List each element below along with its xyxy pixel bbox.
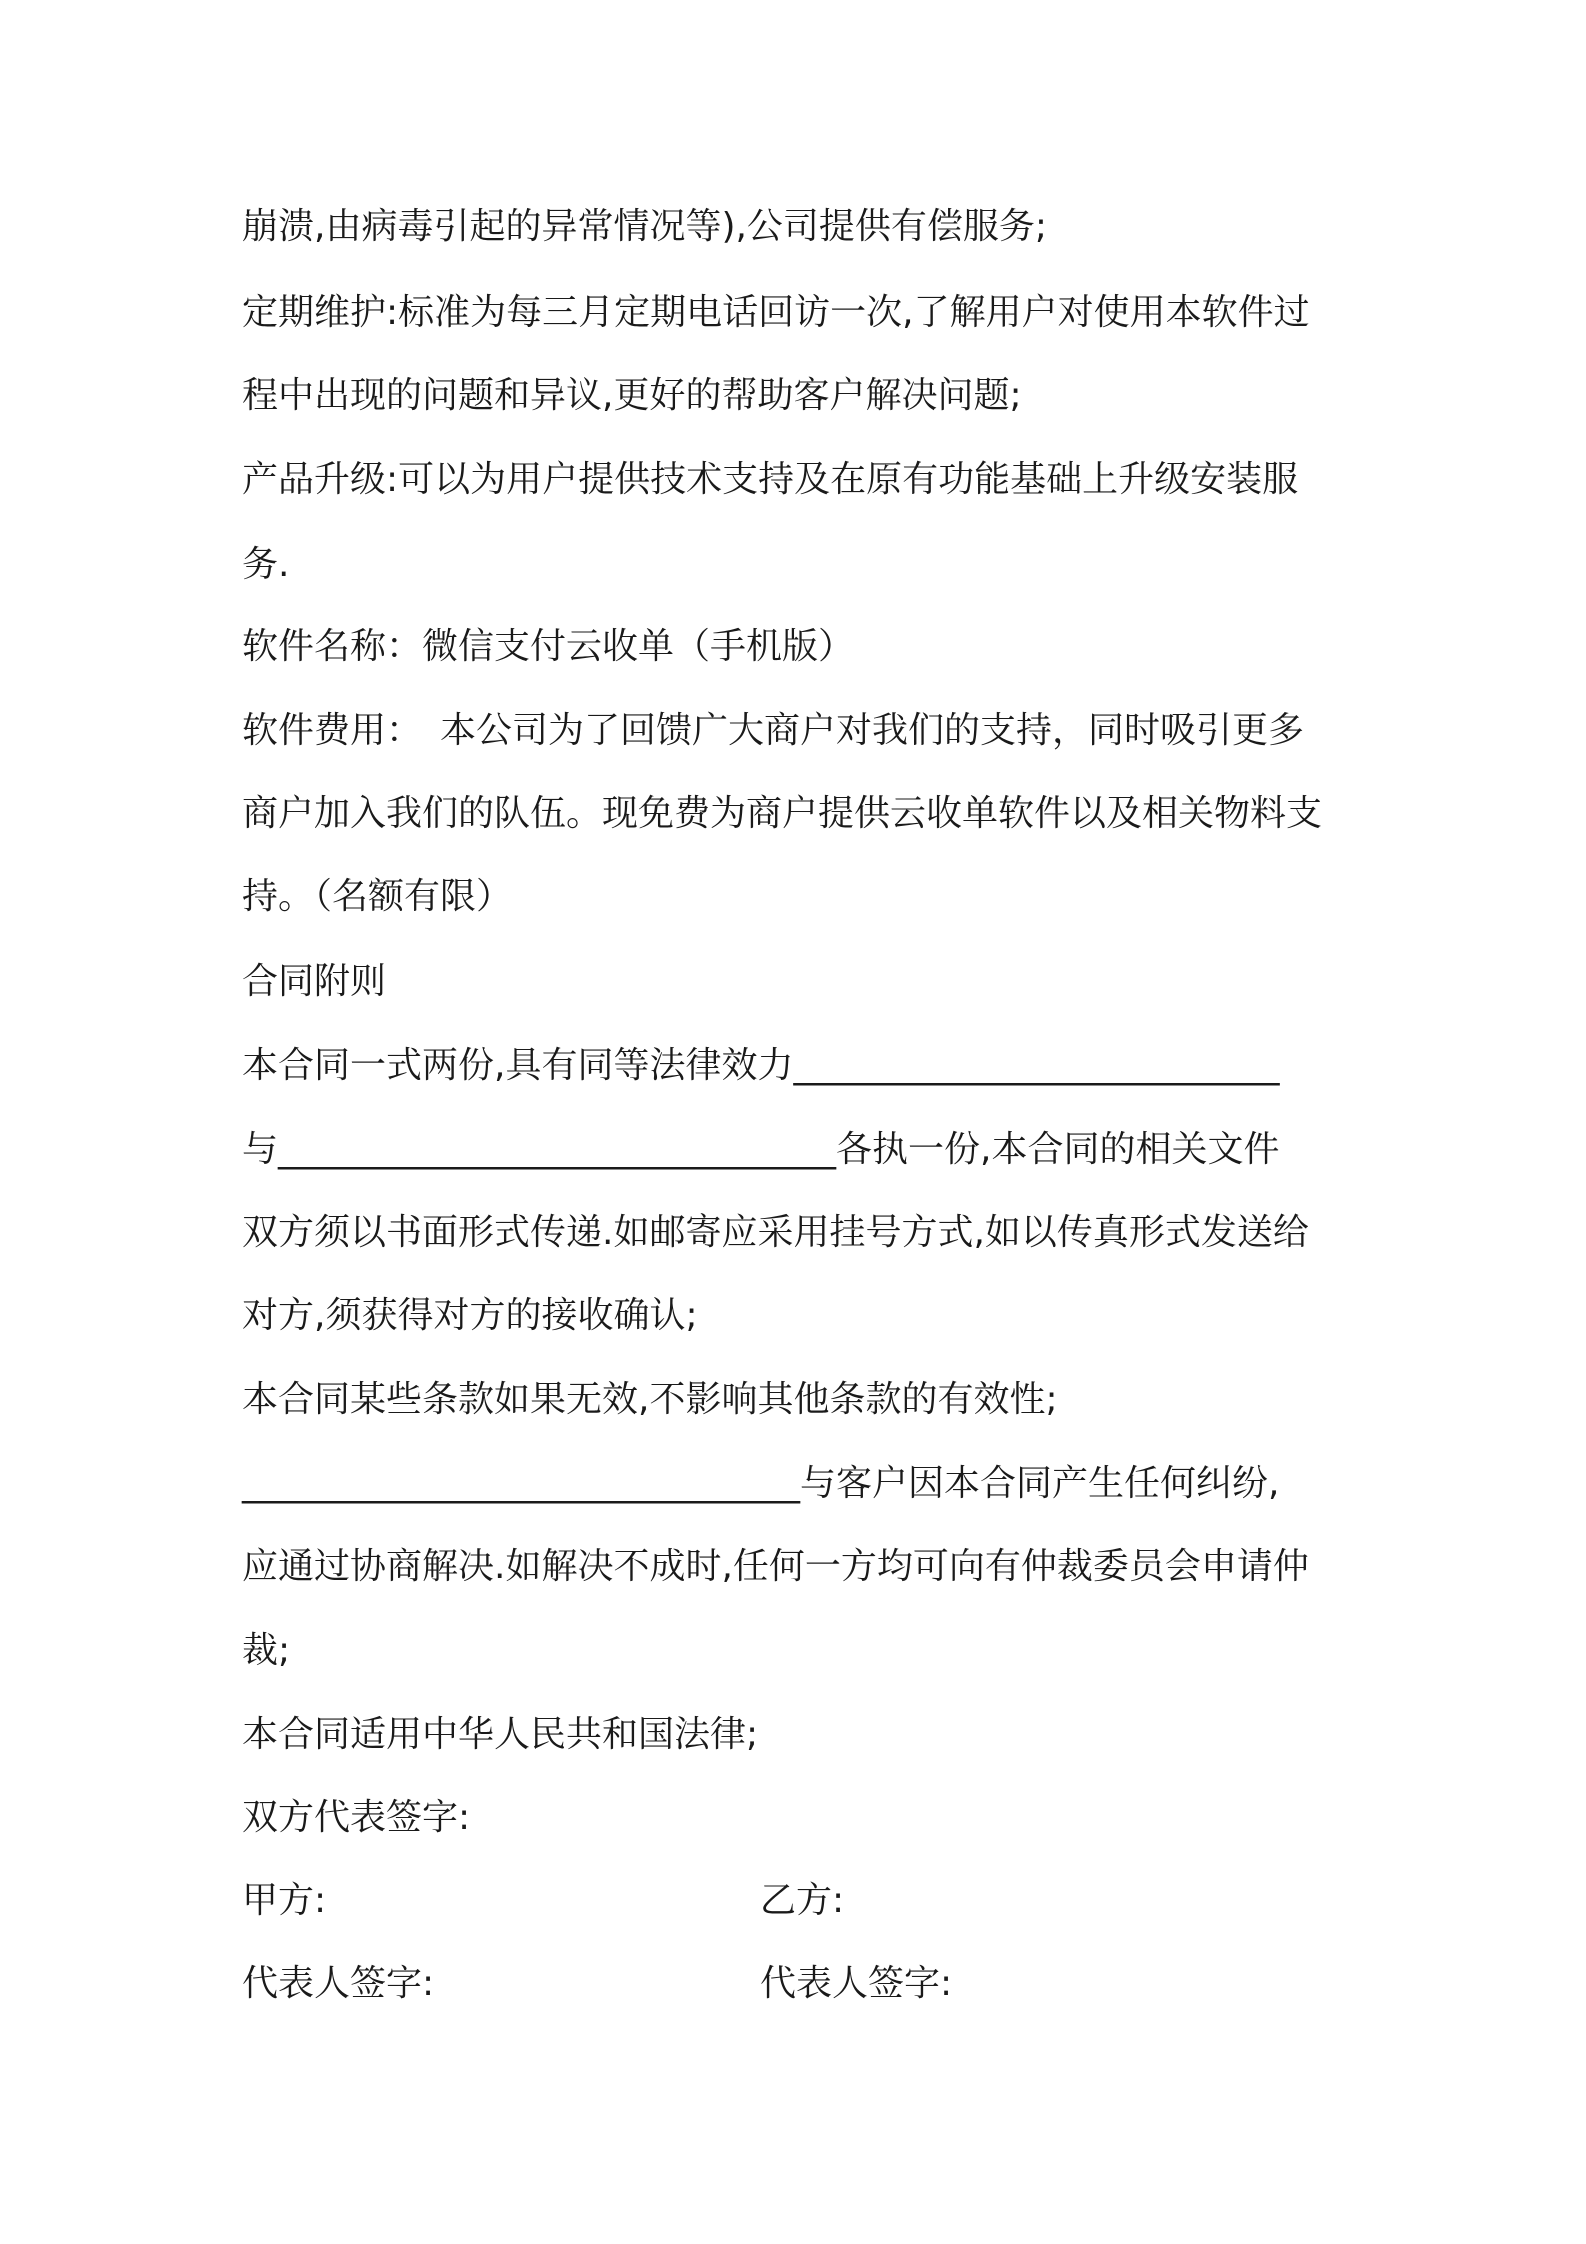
text-line: 对方,须获得对方的接收确认; <box>242 1295 698 1336</box>
text-line: 双方代表签字: <box>242 1797 471 1838</box>
text-line: 本合同一式两份,具有同等法律效力___________________________ <box>242 1045 1280 1086</box>
party-b-label: 乙方: <box>760 1880 845 1921</box>
text-line: 务. <box>242 544 290 585</box>
text-line: _______________________________与客户因本合同产生任何纠纷, <box>242 1463 1280 1504</box>
party-a-label: 甲方: <box>242 1880 327 1921</box>
text-line: 商户加入我们的队伍。现免费为商户提供云收单软件以及相关物料支 <box>242 793 1323 834</box>
text-line: 持。（名额有限） <box>242 876 513 917</box>
text-line: 定期维护:标准为每三月定期电话回访一次,了解用户对使用本软件过 <box>242 292 1310 333</box>
party-a-representative-label: 代表人签字: <box>242 1963 435 2004</box>
text-line: 软件名称：微信支付云收单（手机版） <box>242 626 855 667</box>
section-heading: 合同附则 <box>242 961 387 1002</box>
text-line: 与_______________________________各执一份,本合同的相关文件 <box>242 1129 1280 1170</box>
text-line: 程中出现的问题和异议,更好的帮助客户解决问题; <box>242 375 1022 416</box>
text-line: 应通过协商解决.如解决不成时,任何一方均可向有仲裁委员会申请仲 <box>242 1546 1309 1587</box>
text-line: 双方须以书面形式传递.如邮寄应采用挂号方式,如以传真形式发送给 <box>242 1212 1309 1253</box>
text-line: 软件费用： 本公司为了回馈广大商户对我们的支持，同时吸引更多 <box>242 710 1305 751</box>
text-line: 产品升级:可以为用户提供技术支持及在原有功能基础上升级安装服 <box>242 459 1299 500</box>
text-line: 裁; <box>242 1630 291 1671</box>
text-line: 本合同适用中华人民共和国法律; <box>242 1714 759 1755</box>
party-b-representative-label: 代表人签字: <box>760 1963 953 2004</box>
text-line: 崩溃,由病毒引起的异常情况等),公司提供有偿服务; <box>242 206 1048 247</box>
text-line: 本合同某些条款如果无效,不影响其他条款的有效性; <box>242 1379 1058 1420</box>
